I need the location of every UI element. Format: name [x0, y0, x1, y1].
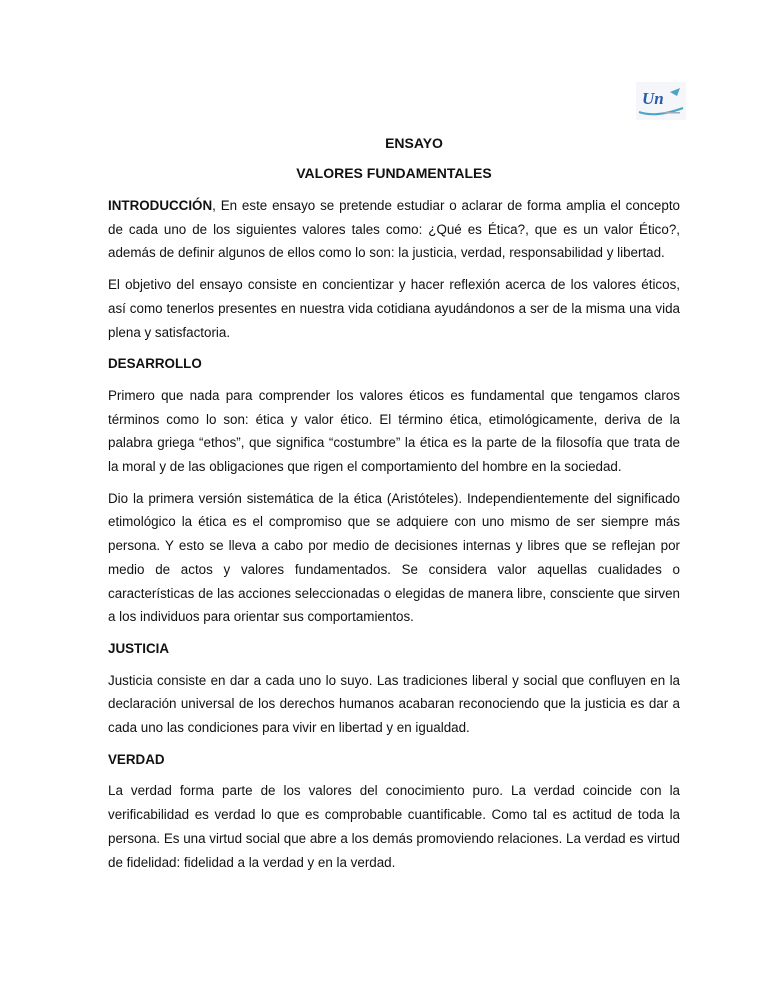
desarrollo-paragraph-2: Dio la primera versión sistemática de la ética (Aristóteles). Independientemente del significado etimológico la ética es el compromiso que se adquiere con uno mismo de ser siempre más persona. Y esto se lleva a cabo por medio de decisiones internas y libres que se reflejan por medio de actos y valores fundamentados. Se considera valor aquellas cualidades o características de las acciones seleccionadas o elegidas de manera libre, consciente que sirven a los individuos para orientar sus comportamientos.	[108, 490, 680, 625]
document-subtitle: VALORES FUNDAMENTALES	[296, 165, 492, 181]
document-body	[108, 130, 680, 874]
objective-paragraph: El objetivo del ensayo consiste en concientizar y hacer reflexión acerca de los valores éticos, así como tenerlos presentes en nuestra vida cotidiana ayudándonos a ser de la misma una vida plena y satisfactoria.	[108, 277, 680, 340]
logo-text: Un	[642, 89, 664, 108]
university-logo	[636, 82, 686, 120]
justicia-paragraph: Justicia consiste en dar a cada uno lo suyo. Las tradiciones liberal y social que confluyen en la declaración universal de los derechos humanos acabaran reconociendo que la justicia es dar a cada uno las condiciones para vivir en libertad y en igualdad.	[108, 672, 680, 736]
intro-paragraph	[108, 194, 680, 265]
verdad-paragraph: La verdad forma parte de los valores del conocimiento puro. La verdad coincide con la verificabilidad es verdad lo que es comprobable cuantificable. Como tal es actitud de toda la persona. Es una virtud social que abre a los demás promoviendo relaciones. La verdad es virtud de fidelidad: fidelidad a la verdad y en la verdad.	[108, 783, 680, 870]
desarrollo-paragraph-1: Primero que nada para comprender los valores éticos es fundamental que tengamos claros términos como lo son: ética y valor ético. El término ética, etimológicamente, deriva de la palabra griega “ethos”, que significa “costumbre” la ética es la parte de la filosofía que trata de la moral y de las obligaciones que rigen el comportamiento del hombre en la sociedad.	[108, 387, 680, 475]
intro-label: INTRODUCCIÓN	[108, 198, 213, 213]
document-title: ENSAYO	[385, 135, 443, 151]
heading-desarrollo: DESARROLLO	[108, 356, 202, 372]
heading-justicia: JUSTICIA	[108, 640, 170, 656]
intro-text: , En este ensayo se pretende estudiar o aclarar de forma amplia el concepto de cada uno de los siguientes valores tales como: ¿Qué es Ética?, que es un valor Ético?, además de definir algunos de ellos como lo son: la justicia, verdad, responsabilidad y libertad.	[108, 198, 680, 261]
heading-verdad: VERDAD	[108, 751, 165, 767]
